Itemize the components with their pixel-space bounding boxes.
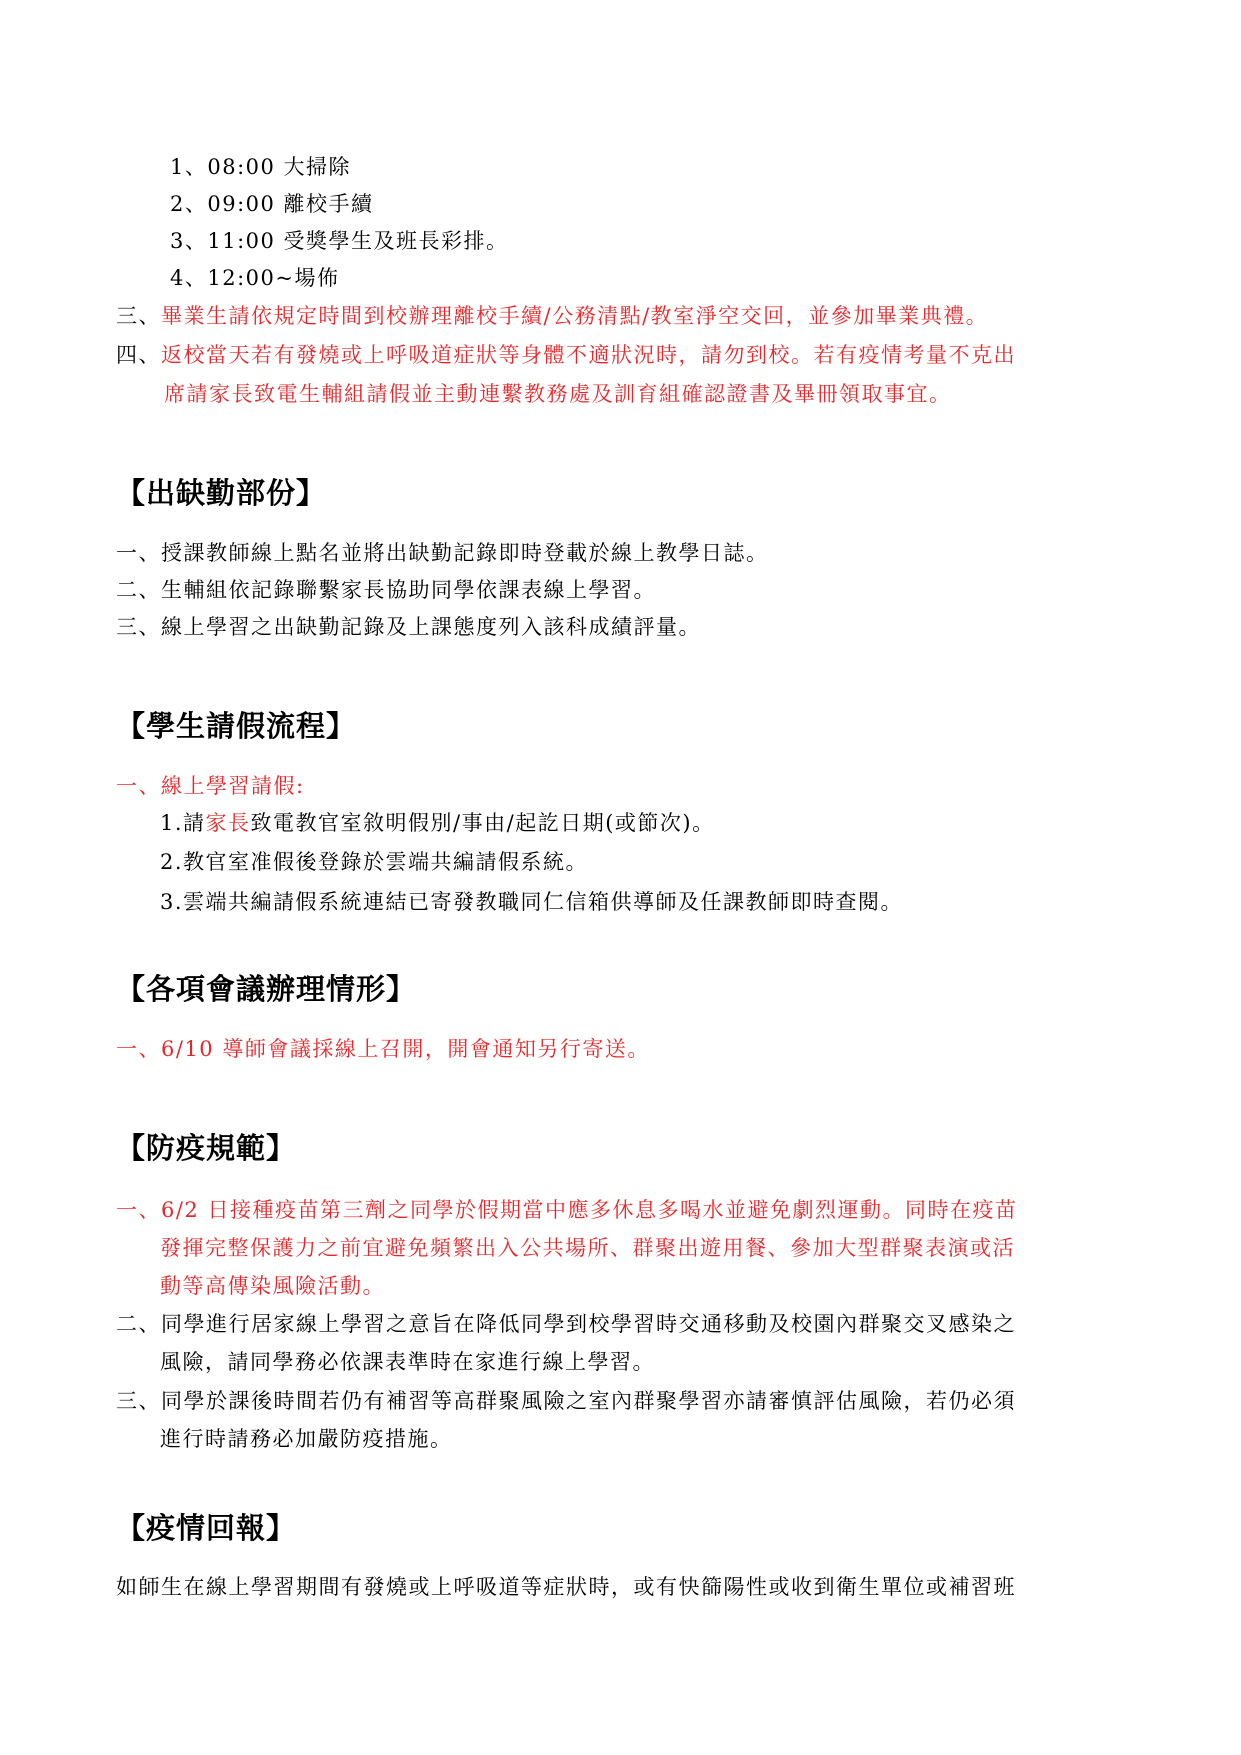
prevention-item-1-text: 6/2 日接種疫苗第三劑之同學於假期當中應多休息多喝水並避免劇烈運動。同時在疫苗	[161, 1198, 1018, 1222]
leave-heading: 【學生請假流程】	[116, 709, 357, 743]
prevention-item-2-line-1	[116, 1309, 1016, 1339]
graduate-notice	[116, 301, 988, 331]
leave-step-2: 2.教官室准假後登錄於雲端共編請假系統。	[160, 850, 589, 874]
attendance-item-3: 三、線上學習之出缺勤記錄及上課態度列入該科成績評量。	[116, 615, 701, 639]
prevention-heading: 【防疫規範】	[116, 1131, 297, 1165]
prevention-item-3-line-1	[116, 1386, 1016, 1416]
prevention-item-3-line-2: 進行時請務必加嚴防疫措施。	[160, 1427, 453, 1451]
report-heading: 【疫情回報】	[116, 1511, 297, 1545]
leave-step-1-suffix: 致電教官室敘明假別/事由/起訖日期(或節次)。	[250, 811, 715, 835]
attendance-heading: 【出缺勤部份】	[116, 476, 327, 510]
prevention-item-2-line-2: 風險，請同學務必依課表準時在家進行線上學習。	[160, 1350, 655, 1374]
list-marker: 一、	[116, 1198, 161, 1222]
illness-notice-text: 返校當天若有發燒或上呼吸道症狀等身體不適狀況時，請勿到校。若有疫情考量不克出	[161, 343, 1016, 367]
leave-step-1-highlight: 家長	[205, 811, 251, 835]
prevention-item-1-line-2: 發揮完整保護力之前宜避免頻繁出入公共場所、群聚出遊用餐、參加大型群聚表演或活	[160, 1236, 1015, 1260]
meetings-heading: 【各項會議辦理情形】	[116, 972, 417, 1006]
attendance-item-1: 一、授課教師線上點名並將出缺勤記錄即時登載於線上教學日誌。	[116, 541, 769, 565]
list-marker: 三、	[116, 304, 161, 328]
prevention-item-3-text: 同學於課後時間若仍有補習等高群聚風險之室內群聚學習亦請審慎評估風險，若仍必須	[161, 1389, 1016, 1413]
schedule-item-2: 2、09:00 離校手續	[170, 192, 374, 216]
leave-step-3: 3.雲端共編請假系統連結已寄發教職同仁信箱供導師及任課教師即時查閱。	[160, 890, 904, 914]
list-marker: 四、	[116, 343, 161, 367]
illness-notice-line-1	[116, 340, 1016, 370]
leave-step-1	[160, 808, 715, 838]
illness-notice-line-2: 席請家長致電生輔組請假並主動連繫教務處及訓育組確認證書及畢冊領取事宜。	[164, 382, 952, 406]
report-line-1: 如師生在線上學習期間有發燒或上呼吸道等症狀時，或有快篩陽性或收到衛生單位或補習班	[116, 1575, 1016, 1599]
leave-item-1: 一、線上學習請假:	[116, 774, 305, 798]
list-marker: 二、	[116, 1312, 161, 1336]
prevention-item-2-text: 同學進行居家線上學習之意旨在降低同學到校學習時交通移動及校園內群聚交叉感染之	[161, 1312, 1016, 1336]
graduate-notice-text: 畢業生請依規定時間到校辦理離校手續/公務清點/教室淨空交回，並參加畢業典禮。	[161, 304, 989, 328]
meetings-item-1: 一、6/10 導師會議採線上召開，開會通知另行寄送。	[116, 1037, 650, 1061]
schedule-item-4: 4、12:00~場佈	[170, 266, 340, 290]
schedule-item-1: 1、08:00 大掃除	[170, 155, 352, 179]
prevention-item-1-line-3: 動等高傳染風險活動。	[160, 1274, 385, 1298]
list-marker: 三、	[116, 1389, 161, 1413]
schedule-item-3: 3、11:00 受獎學生及班長彩排。	[170, 229, 509, 253]
prevention-item-1-line-1	[116, 1195, 1017, 1225]
attendance-item-2: 二、生輔組依記錄聯繫家長協助同學依課表線上學習。	[116, 578, 656, 602]
leave-step-1-prefix: 1.請	[160, 811, 206, 835]
